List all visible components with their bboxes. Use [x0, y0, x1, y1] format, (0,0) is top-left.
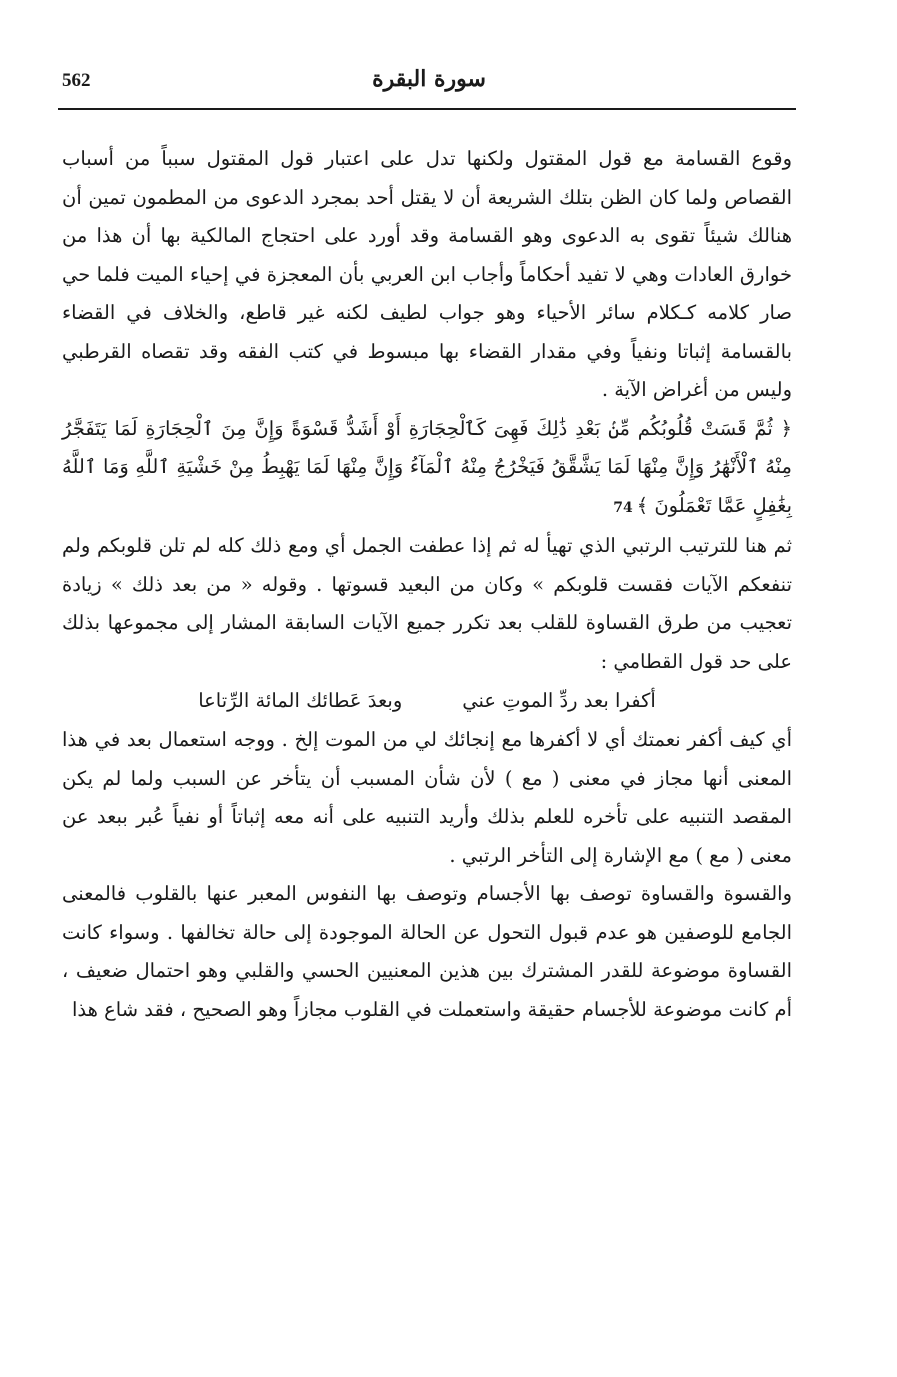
- verse-number: 74: [613, 499, 633, 516]
- poetry-verse: [62, 681, 792, 721]
- page-number: 562: [62, 70, 91, 91]
- header-divider: [58, 108, 796, 110]
- commentary-paragraph: وقوع القسامة مع قول المقتول ولكنها تدل على اعتبار قول المقتول سبباً من أسباب القصاص ولما كان الظن بتلك الشريعة أن لا يقتل أحد بمجرد الدعوى من المطمون تمين أن هنالك شيئاً تقوى به الدعوى وهو القسامة وقد أورد على احتجاج المالكية بها أن هذا من خوارق العادات وهي لا تفيد أحكاماً وأجاب ابن العربي بأن المعجزة في إحياء الميت فلما حي صار كلامه كـكلام سائر الأحياء وهو جواب لطيف لكنه غير قاطع، والخلاف في القضاء بالقسامة إثباتا ونفياً وفي مقدار القضاء بها مبسوط في كتب الفقه وقد تقصاه القرطبي وليس من أغراض الآية .: [62, 147, 792, 401]
- page-body: [62, 140, 792, 1029]
- poem-second-hemistich: وبعدَ عَطائك المائة الرِّتاعا: [198, 689, 403, 712]
- verse-text: ﴿ ثُمَّ قَسَتْ قُلُوبُكُم مِّنۢ بَعْدِ ذَٰلِكَ فَهِىَ كَٱلْحِجَارَةِ أَوْ أَشَدُّ قَسْوَةً وَإِنَّ مِنَ ٱلْحِجَارَةِ لَمَا يَتَفَجَّرُ مِنْهُ ٱلْأَنْهَٰرُ وَإِنَّ مِنْهَا لَمَا يَشَّقَّقُ فَيَخْرُجُ مِنْهُ ٱلْمَآءُ وَإِنَّ مِنْهَا لَمَا يَهْبِطُ مِنْ خَشْيَةِ ٱللَّهِ وَمَا ٱللَّهُ بِغَٰفِلٍ عَمَّا تَعْمَلُونَ ﴾: [62, 416, 792, 517]
- commentary-paragraph: والقسوة والقساوة توصف بها الأجسام وتوصف بها النفوس المعبر عنها بالقلوب فالمعنى الجامع للوصفين هو عدم قبول التحول عن الحالة الموجودة إلى حالة تخالفها . وسواء كانت القساوة موضوعة للقدر المشترك بين هذين المعنيين الحسي والقلبي وهو احتمال ضعيف ، أم كانت موضوعة للأجسام حقيقة واستعملت في القلوب مجازاً وهو الصحيح ، فقد شاع هذا: [62, 882, 792, 1021]
- poem-first-hemistich: أكفرا بعد ردِّ الموتِ عني: [462, 689, 656, 712]
- surah-title: سورة البقرة: [372, 66, 486, 92]
- quran-verse: [62, 410, 792, 528]
- commentary-paragraph: ثم هنا للترتيب الرتبي الذي تهيأ له ثم إذا عطفت الجمل أي ومع ذلك كله لم تلن قلوبكم ولم تنفعكم الآيات فقست قلوبكم » وكان من البعيد قسوتها . وقوله « من بعد ذلك » زيادة تعجيب من طرق القساوة للقلب بعد تكرر جميع الآيات السابقة المشار إلى مجموعها بذلك على حد قول القطامي :: [62, 534, 792, 673]
- page-header: [62, 66, 796, 108]
- commentary-paragraph: أي كيف أكفر نعمتك أي لا أكفرها مع إنجائك لي من الموت إلخ . ووجه استعمال بعد في هذا المعنى أنها مجاز في معنى ( مع ) لأن شأن المسبب أن يتأخر عن السبب ولما لم يكن المقصد التنبيه على تأخره للعلم بذلك وأريد التنبيه على أنه معه إثباتاً أو نفياً عُبر ببعد عن معنى ( مع ) مع الإشارة إلى التأخر الرتبي .: [62, 728, 792, 867]
